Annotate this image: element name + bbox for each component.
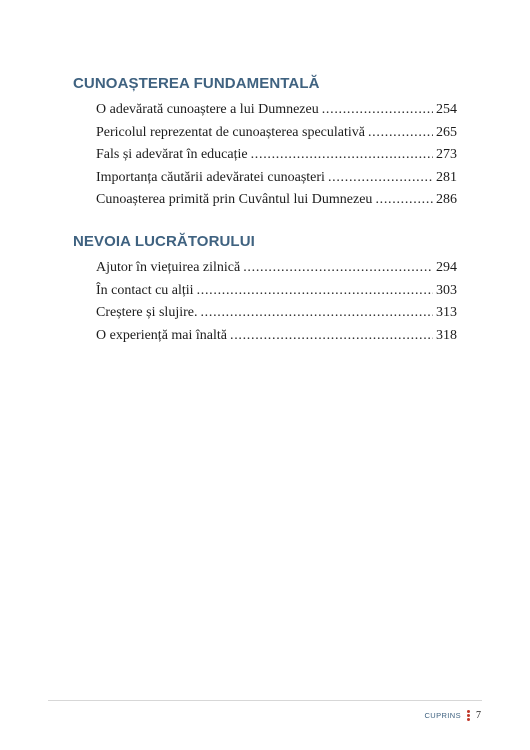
dot-leader	[375, 189, 433, 212]
toc-entry-title: O adevărată cunoaștere a lui Dumnezeu	[96, 102, 319, 117]
toc-entry-page: 313	[436, 305, 457, 321]
toc-entry[interactable]	[96, 325, 457, 348]
toc-entry-page: 254	[436, 102, 457, 117]
toc-entry[interactable]	[96, 302, 457, 325]
dot-leader	[322, 99, 433, 122]
toc-entry-title: Ajutor în viețuirea zilnică	[96, 260, 241, 275]
dot-leader	[368, 122, 433, 145]
dot-leader	[243, 257, 433, 280]
toc-entry-page: 265	[436, 124, 457, 140]
page-number: 7	[476, 709, 481, 721]
dot-leader	[251, 144, 433, 167]
toc-entry[interactable]	[96, 167, 457, 190]
toc-entry[interactable]	[96, 280, 457, 303]
toc-entry-page: 286	[436, 192, 457, 208]
toc-entry-title: Importanța căutării adevăratei cunoașteri	[96, 169, 325, 185]
dot-leader	[200, 302, 433, 325]
toc-entry[interactable]	[96, 144, 457, 167]
footer-divider	[48, 700, 482, 701]
toc-entry-page: 318	[436, 327, 457, 343]
toc-entry-title: Creștere și slujire.	[96, 305, 198, 321]
toc-list	[73, 257, 457, 347]
toc-entry-page: 294	[436, 260, 457, 275]
toc-entry-title: Fals și adevărat în educație	[96, 147, 248, 163]
dot-leader	[230, 325, 433, 348]
toc-entry-title: În contact cu alții	[96, 282, 194, 298]
section-title: CUNOAȘTEREA FUNDAMENTALĂ	[73, 75, 320, 92]
toc-entry-page: 273	[436, 147, 457, 163]
toc-entry[interactable]	[96, 189, 457, 212]
dot-leader	[328, 167, 433, 190]
toc-section-fundamental	[73, 74, 457, 212]
toc-entry-title: Pericolul reprezentat de cunoașterea speculativă	[96, 124, 365, 140]
toc-section-worker-need	[73, 232, 457, 347]
toc-entry[interactable]	[96, 99, 457, 122]
toc-list	[73, 99, 457, 212]
dot-leader	[197, 280, 433, 303]
toc-entry[interactable]	[96, 257, 457, 280]
toc-entry-page: 281	[436, 169, 457, 185]
toc-entry-title: Cunoașterea primită prin Cuvântul lui Dumnezeu	[96, 192, 373, 208]
three-dots-ornament-icon	[467, 709, 470, 721]
toc-entry-page: 303	[436, 282, 457, 298]
section-title: NEVOIA LUCRĂTORULUI	[73, 233, 255, 250]
page-footer	[424, 708, 481, 722]
toc-entry-title: O experiență mai înaltă	[96, 327, 227, 343]
toc-entry[interactable]	[96, 122, 457, 145]
footer-section-label: CUPRINS	[424, 710, 461, 720]
